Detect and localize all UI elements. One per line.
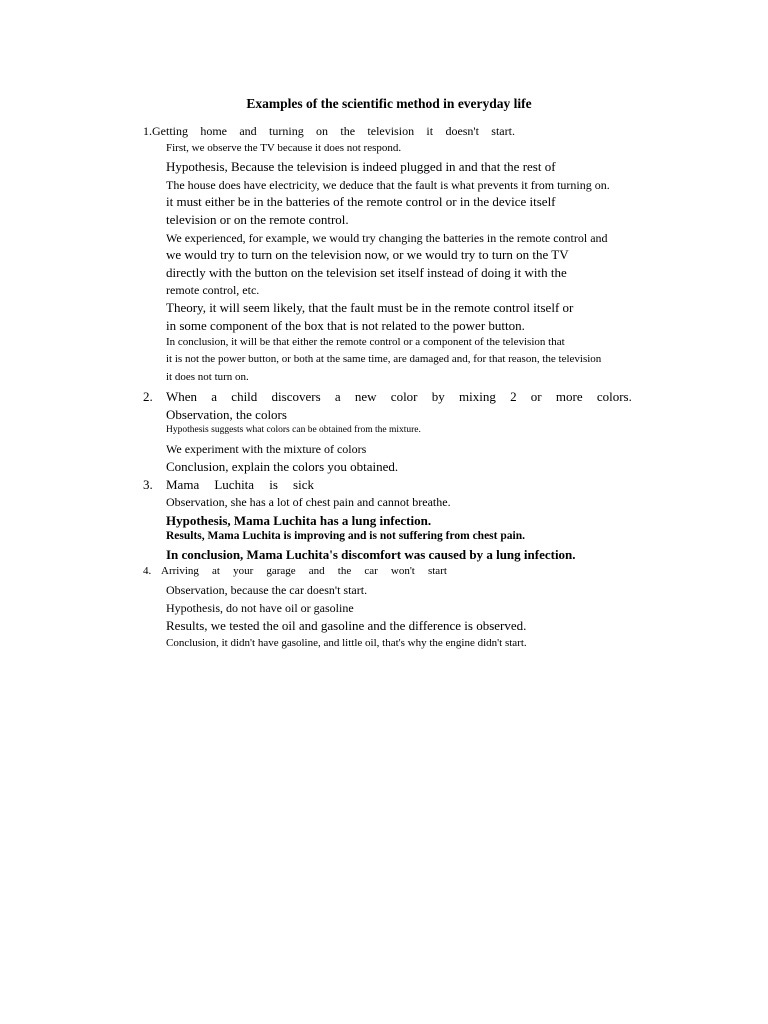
item-1-line: it is not the power button, or both at the same time, are damaged and, for that reason, the television bbox=[166, 353, 602, 365]
heading-word: 1.Getting bbox=[143, 124, 188, 138]
heading-word: sick bbox=[293, 477, 314, 492]
item-1-line: in some component of the box that is not related to the power button. bbox=[166, 318, 525, 333]
heading-word: car bbox=[364, 565, 378, 577]
item-1-line: First, we observe the TV because it does not respond. bbox=[166, 142, 402, 154]
item-4-line: Hypothesis, do not have oil or gasoline bbox=[166, 601, 354, 615]
item-4-heading bbox=[161, 566, 447, 577]
item-3-heading bbox=[166, 478, 314, 491]
heading-word: Mama bbox=[166, 477, 200, 492]
heading-word: and bbox=[308, 565, 325, 577]
heading-word: child bbox=[231, 389, 258, 404]
heading-word: and bbox=[239, 124, 257, 138]
heading-word: on bbox=[316, 124, 329, 138]
item-1-line: Hypothesis, Because the television is indeed plugged in and that the rest of bbox=[166, 159, 556, 174]
heading-word: discovers bbox=[271, 389, 321, 404]
heading-word: Luchita bbox=[214, 477, 255, 492]
item-1-line: we would try to turn on the television now, or we would try to turn on the TV bbox=[166, 247, 569, 262]
document-title: Examples of the scientific method in everyday life bbox=[246, 96, 532, 111]
heading-word: the bbox=[337, 565, 352, 577]
heading-word: garage bbox=[266, 565, 296, 577]
item-1-line: it must either be in the batteries of the remote control or in the device itself bbox=[166, 194, 556, 209]
heading-word: turning bbox=[269, 124, 304, 138]
item-2-number: 2. bbox=[143, 389, 153, 404]
heading-word: color bbox=[390, 389, 418, 404]
heading-word: Arriving bbox=[161, 565, 199, 577]
item-1-line: We experienced, for example, we would try changing the batteries in the remote control and bbox=[166, 231, 608, 245]
heading-word: by bbox=[431, 389, 445, 404]
heading-word: mixing bbox=[458, 389, 496, 404]
heading-word: When bbox=[166, 389, 198, 404]
item-2-heading bbox=[166, 390, 632, 403]
item-1-line: remote control, etc. bbox=[166, 283, 260, 297]
heading-word: television bbox=[367, 124, 415, 138]
heading-word: it bbox=[426, 124, 434, 138]
item-3-line: In conclusion, Mama Luchita's discomfort was caused by a lung infection. bbox=[166, 547, 576, 562]
item-2-line: Conclusion, explain the colors you obtained. bbox=[166, 459, 399, 474]
heading-word: 2 bbox=[510, 389, 517, 404]
item-2-line: Observation, the colors bbox=[166, 407, 287, 422]
heading-word: doesn't bbox=[445, 124, 479, 138]
heading-word: start. bbox=[491, 124, 515, 138]
heading-word: new bbox=[354, 389, 377, 404]
item-2-line: We experiment with the mixture of colors bbox=[166, 442, 367, 456]
heading-word: more bbox=[555, 389, 583, 404]
heading-word: the bbox=[340, 124, 356, 138]
item-4-number: 4. bbox=[143, 565, 152, 577]
heading-word: at bbox=[212, 565, 220, 577]
item-1-line: directly with the button on the television set itself instead of doing it with the bbox=[166, 265, 567, 280]
heading-word: is bbox=[269, 477, 278, 492]
item-3-line: Results, Mama Luchita is improving and is not suffering from chest pain. bbox=[166, 530, 525, 542]
item-1-line: Theory, it will seem likely, that the fault must be in the remote control itself or bbox=[166, 300, 574, 315]
heading-word: your bbox=[233, 565, 254, 577]
heading-word: start bbox=[427, 565, 447, 577]
heading-word: won't bbox=[390, 565, 415, 577]
item-3-line: Observation, she has a lot of chest pain and cannot breathe. bbox=[166, 495, 451, 509]
heading-word: or bbox=[530, 389, 542, 404]
item-1-line: television or on the remote control. bbox=[166, 212, 349, 227]
item-4-line: Observation, because the car doesn't start. bbox=[166, 583, 368, 597]
item-1-heading bbox=[143, 125, 515, 137]
item-1-line: In conclusion, it will be that either the remote control or a component of the television that bbox=[166, 336, 565, 348]
item-3-number: 3. bbox=[143, 477, 153, 492]
heading-word: colors. bbox=[596, 389, 632, 404]
item-4-line: Conclusion, it didn't have gasoline, and little oil, that's why the engine didn't start. bbox=[166, 637, 527, 649]
heading-word: a bbox=[334, 389, 341, 404]
item-2-line: Hypothesis suggests what colors can be obtained from the mixture. bbox=[166, 425, 421, 435]
item-4-line: Results, we tested the oil and gasoline and the difference is observed. bbox=[166, 618, 527, 633]
item-1-line: The house does have electricity, we deduce that the fault is what prevents it from turning on. bbox=[166, 178, 610, 192]
heading-word: a bbox=[211, 389, 218, 404]
item-3-line: Hypothesis, Mama Luchita has a lung infection. bbox=[166, 513, 432, 528]
heading-word: home bbox=[200, 124, 228, 138]
item-1-line: it does not turn on. bbox=[166, 371, 249, 383]
